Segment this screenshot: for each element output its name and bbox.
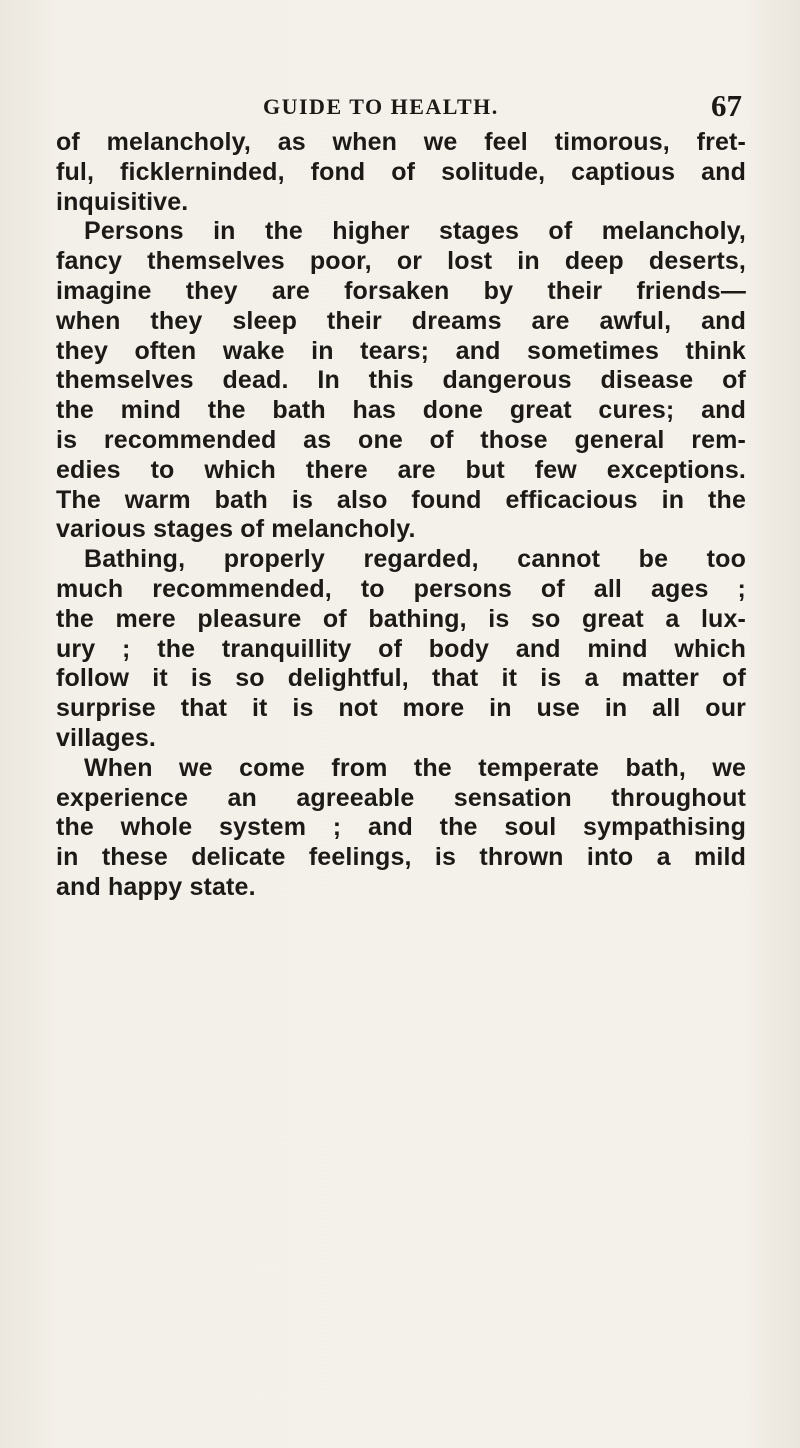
text-line: of melancholy, as when we feel timorous, fret- <box>56 128 746 156</box>
text-line: the mind the bath has done great cures; and <box>56 396 746 425</box>
body-text <box>56 128 746 903</box>
text-line: inquisitive. <box>56 187 189 216</box>
text-line: and happy state. <box>56 872 256 901</box>
running-head: GUIDE TO HEALTH. <box>263 94 499 119</box>
text-line: the mere pleasure of bathing, is so great a lux- <box>56 604 746 633</box>
text-line: ful, ficklerninded, fond of solitude, captious and <box>56 157 746 186</box>
text-line: edies to which there are but few exceptions. <box>56 455 746 484</box>
text-line: villages. <box>56 723 157 752</box>
page-number: 67 <box>711 88 742 123</box>
text-line: experience an agreeable sensation throughout <box>56 783 746 812</box>
text-line: Bathing, properly regarded, cannot be too <box>84 545 746 574</box>
page-header <box>58 88 748 128</box>
paragraph <box>56 545 746 754</box>
text-line: the whole system ; and the soul sympathising <box>56 813 746 842</box>
text-line: ury ; the tranquillity of body and mind which <box>56 634 746 663</box>
text-line: When we come from the temperate bath, we <box>84 753 746 782</box>
text-line: when they sleep their dreams are awful, and <box>56 306 746 335</box>
text-line: much recommended, to persons of all ages ; <box>56 574 746 603</box>
paragraph <box>56 217 746 545</box>
text-line: fancy themselves poor, or lost in deep deserts, <box>56 247 746 276</box>
paragraph <box>56 128 746 217</box>
text-line: follow it is so delightful, that it is a matter of <box>56 664 746 693</box>
text-line: various stages of melancholy. <box>56 515 416 544</box>
text-line: in these delicate feelings, is thrown into a mild <box>56 843 746 872</box>
text-line: Persons in the higher stages of melancholy, <box>84 217 746 246</box>
text-line: is recommended as one of those general rem- <box>56 425 746 454</box>
text-line: The warm bath is also found efficacious in the <box>56 485 746 514</box>
text-line: they often wake in tears; and sometimes think <box>56 336 746 365</box>
paragraph <box>56 754 746 903</box>
text-line: surprise that it is not more in use in all our <box>56 694 746 723</box>
text-line: imagine they are forsaken by their friends— <box>56 276 746 305</box>
text-line: themselves dead. In this dangerous disease of <box>56 366 746 395</box>
